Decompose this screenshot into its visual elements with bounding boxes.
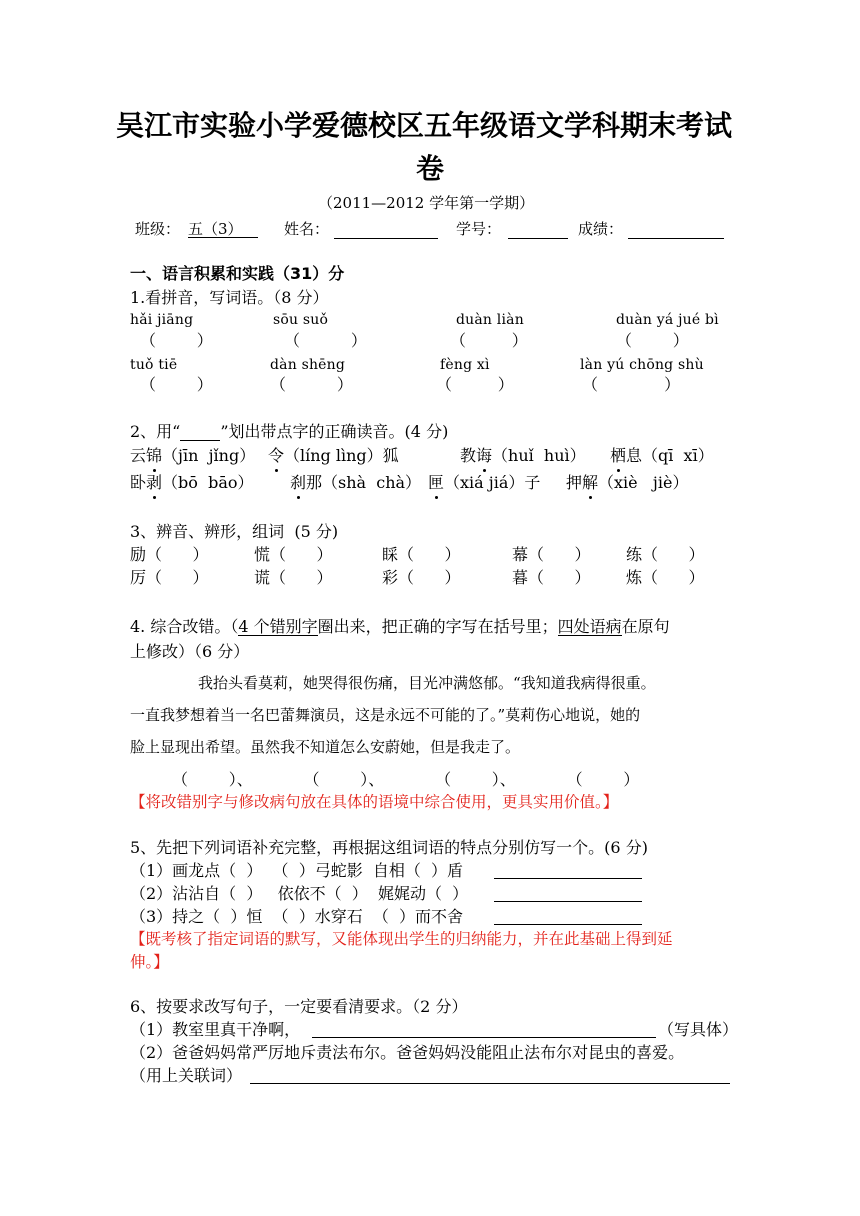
score-label: 成绩： (578, 220, 624, 238)
section-heading: 一、语言积累和实践（31）分 (130, 264, 345, 283)
q4-title: 4. 综合改错。（4 个错别字圈出来，把正确的字写在括号里；四处语病在原句 (130, 617, 670, 636)
q3-cell[interactable]: 厉（ ） (130, 568, 209, 587)
q2-item: 刹那（shà chà） (290, 473, 422, 492)
q3-cell[interactable]: 睬（ ） (382, 545, 461, 564)
q1-answer-box[interactable]: （ ） (616, 331, 689, 350)
q1-answer-box[interactable]: （ ） (140, 331, 213, 350)
q1-answer-box[interactable]: （ ） (436, 375, 514, 394)
class-label: 班级： (135, 220, 181, 238)
q6-item: （1）教室里真干净啊， (130, 1020, 301, 1039)
q2-item: 匣（xiá jiá）子 (428, 473, 541, 492)
q6-item: （2）爸爸妈妈常严厉地斥责法布尔。爸爸妈妈没能阻止法布尔对昆虫的喜爱。 (130, 1043, 685, 1062)
class-value: 五（3） (188, 222, 258, 238)
term-subtitle: （2011—2012 学年第一学期） (318, 194, 535, 212)
q2-title: 2、用“ ”划出带点字的正确读音。(4 分) (130, 422, 449, 441)
q4-answer-blanks[interactable]: （ ）、 （ ）、 （ ）、 （ ） (172, 770, 640, 789)
q1-pinyin: duàn liàn (456, 312, 524, 328)
q3-cell[interactable]: 暮（ ） (512, 568, 591, 587)
q6-answer-line[interactable] (312, 1037, 656, 1038)
q3-cell[interactable]: 慌（ ） (254, 545, 333, 564)
q4-passage: 一直我梦想着当一名巴蕾舞演员，这是永远不可能的了。”莫莉伤心地说，她的 (130, 706, 641, 724)
q1-title: 1.看拼音，写词语。（8 分） (130, 288, 329, 307)
score-field[interactable] (628, 238, 724, 239)
q1-pinyin: hǎi jiāng (130, 312, 194, 328)
q1-answer-box[interactable]: （ ） (450, 331, 528, 350)
q1-pinyin: fèng xì (440, 357, 490, 373)
q3-title: 3、辨音、辨形，组词 (5 分) (130, 522, 339, 541)
q1-answer-box[interactable]: （ ） (284, 331, 367, 350)
q6-item-suffix: （写具体） (658, 1020, 739, 1039)
q6-title: 6、按要求改写句子，一定要看清要求。（2 分） (130, 997, 468, 1016)
q2-item: 云锦（jīn jǐng） (130, 446, 256, 465)
q3-cell[interactable]: 谎（ ） (254, 568, 333, 587)
q4-teacher-note: 【将改错别字与修改病句放在具体的语境中综合使用，更具实用价值。】 (130, 793, 619, 811)
name-label: 姓名： (284, 220, 330, 238)
page-title: 吴江市实验小学爱德校区五年级语文学科期末考试 (116, 109, 733, 142)
id-field[interactable] (508, 238, 568, 239)
q4-title-continued: 上修改）（6 分） (130, 642, 250, 661)
q4-passage: 我抬头看莫莉，她哭得很伤痛，目光冲满悠郁。“我知道我病得很重。 (198, 674, 656, 692)
q2-item: 教诲（huǐ huì） (460, 446, 586, 465)
q1-pinyin: dàn shēng (270, 357, 346, 373)
q5-answer-line[interactable] (494, 924, 642, 925)
q2-item: 押解（xiè jiè） (566, 473, 689, 492)
id-label: 学号： (456, 220, 502, 238)
q5-answer-line[interactable] (494, 901, 642, 902)
q5-row: （2）沾沾自（ ） 依依不（ ） 娓娓动（ ） (130, 884, 469, 903)
q1-pinyin: tuǒ tiē (130, 357, 178, 373)
q1-pinyin: duàn yá jué bì (616, 312, 719, 328)
q1-pinyin: làn yú chōng shù (580, 357, 704, 373)
q2-item: 令（líng lìng）狐 (268, 446, 399, 465)
q3-cell[interactable]: 炼（ ） (626, 568, 705, 587)
q3-cell[interactable]: 彩（ ） (382, 568, 461, 587)
q5-row: （1）画龙点（ ） （ ）弓蛇影 自相（ ）盾 (130, 861, 464, 880)
q6-answer-line[interactable] (250, 1083, 730, 1084)
q1-answer-box[interactable]: （ ） (582, 375, 681, 394)
q2-item: 栖息（qī xī） (610, 446, 714, 465)
q3-cell[interactable]: 练（ ） (626, 545, 705, 564)
q4-passage: 脸上显现出希望。虽然我不知道怎么安蔚她，但是我走了。 (130, 738, 521, 756)
q3-cell[interactable]: 励（ ） (130, 545, 209, 564)
q5-teacher-note: 【既考核了指定词语的默写，又能体现出学生的归纳能力，并在此基础上得到延 (130, 930, 673, 948)
q3-cell[interactable]: 幕（ ） (512, 545, 591, 564)
class-field[interactable] (188, 222, 258, 238)
page-title-continued: 卷 (416, 152, 445, 185)
q1-answer-box[interactable]: （ ） (270, 375, 353, 394)
q2-item: 卧剥（bō bāo） (130, 473, 254, 492)
name-field[interactable] (334, 238, 438, 239)
q5-teacher-note: 伸。】 (130, 953, 169, 971)
q1-pinyin: sōu suǒ (273, 312, 329, 328)
q6-item: （用上关联词） (130, 1066, 243, 1085)
q5-title: 5、先把下列词语补充完整，再根据这组词语的特点分别仿写一个。(6 分) (130, 838, 648, 857)
q5-answer-line[interactable] (494, 878, 642, 879)
q1-answer-box[interactable]: （ ） (140, 375, 213, 394)
q5-row: （3）持之（ ）恒 （ ）水穿石 （ ）而不舍 (130, 907, 464, 926)
